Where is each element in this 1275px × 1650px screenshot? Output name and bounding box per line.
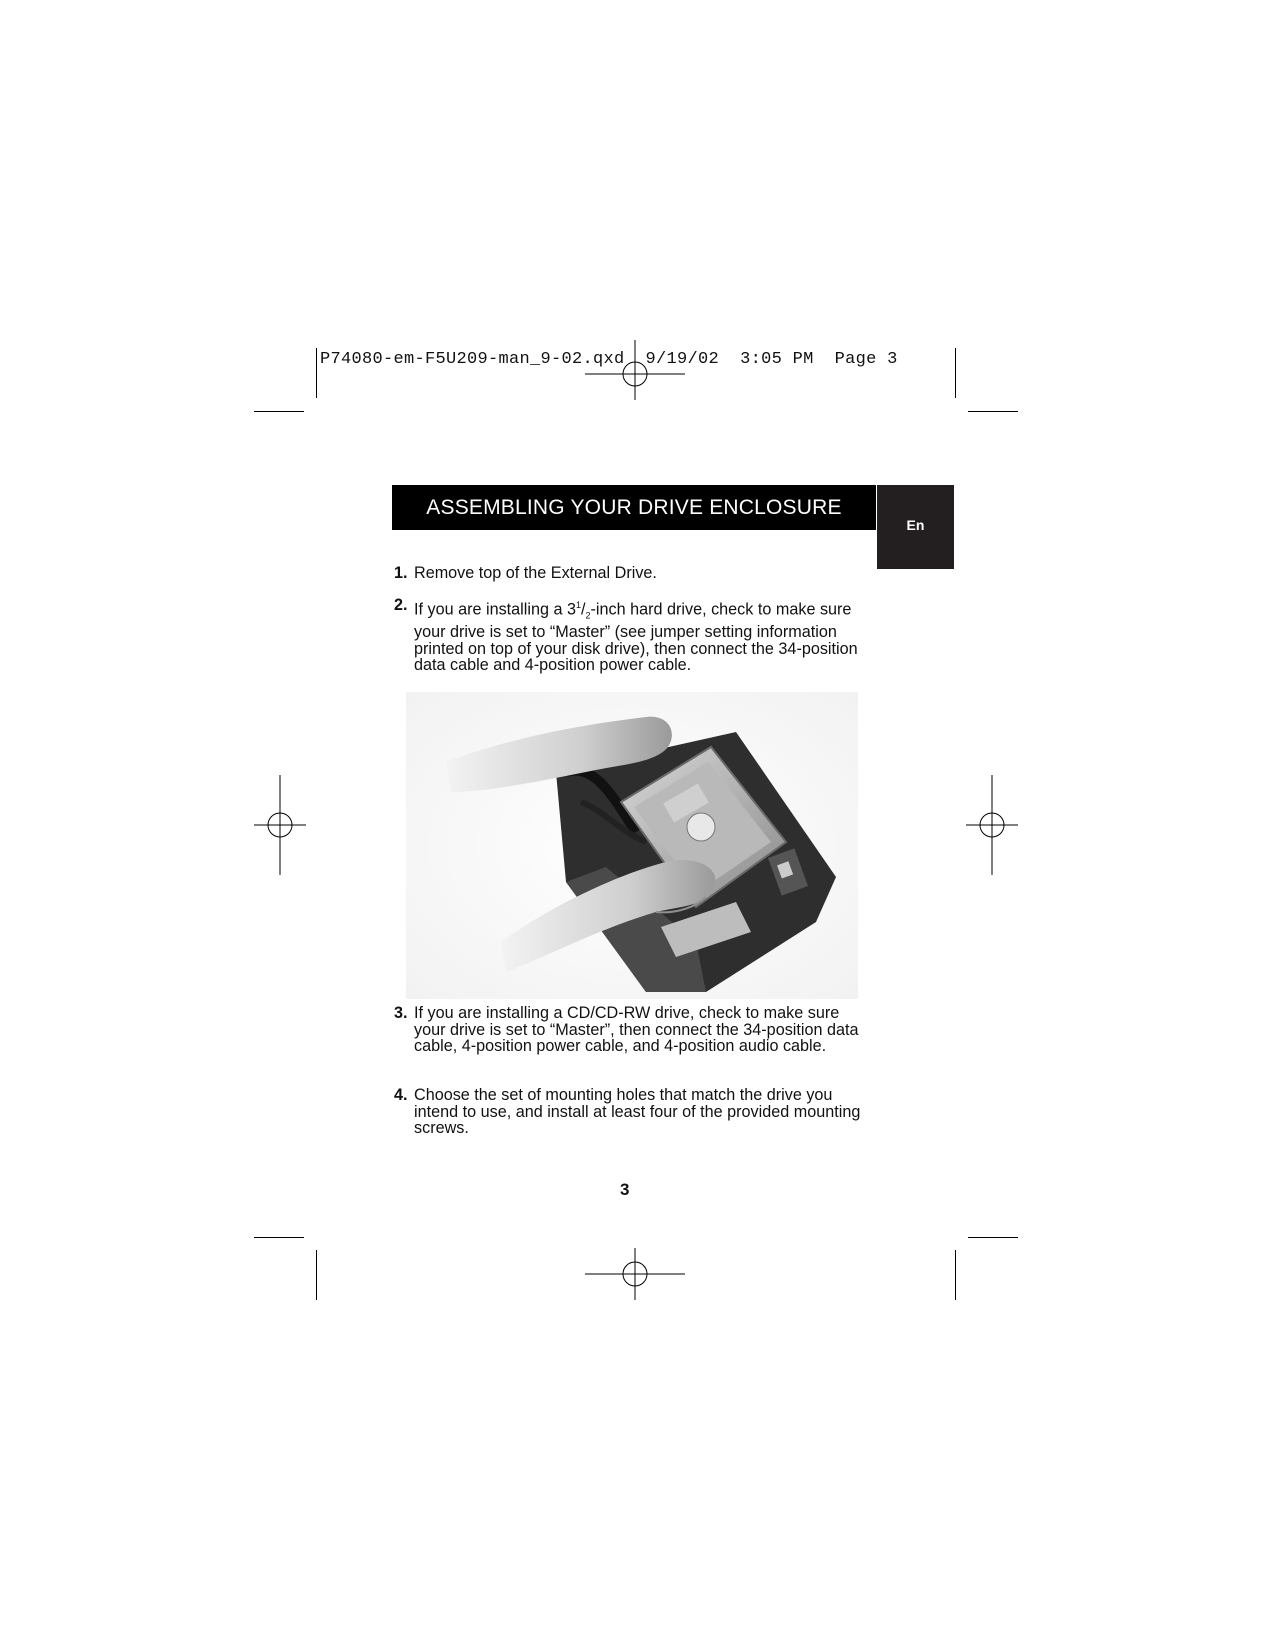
fraction-numerator: 1 [575,600,581,610]
crop-mark-top-right-horizontal [968,411,1018,412]
step-text-start: If you are installing a 3 [414,600,576,619]
step-2 [394,597,864,674]
step-number: 3. [394,1004,408,1022]
step-number: 1. [394,564,408,582]
fraction-denominator: 2 [585,610,591,621]
crop-mark-top-right-vertical [955,348,956,398]
crop-mark-top-left-vertical [316,348,317,398]
registration-mark-right-icon [966,775,1018,875]
step-text: Choose the set of mounting holes that match the drive you intend to use, and install at least four of the provided mounting screws. [414,1086,861,1137]
drive-installation-photo [406,692,858,999]
step-text: If you are installing a CD/CD-RW drive, check to make sure your drive is set to “Master”, then connect the 34-position data cable, 4-position power cable, and 4-position audio cable. [414,1004,859,1055]
step-text-rest: -inch hard drive, check to make sure your drive is set to “Master” (see jumper setting information printed on top of your disk drive), then connect the 34-position data cable and 4-position power cable. [414,600,858,675]
file-slug: P74080-em-F5U209-man_9-02.qxd 9/19/02 3:05 PM Page 3 [320,350,898,369]
step-text: If you are installing a $3^1/_2$-inch hard drive, check to make sure your drive is set to “Master” (see jumper setting information printed on top of your disk drive), then connect the 34-position data cable and 4-position power cable. [414,600,858,675]
crop-mark-bottom-left-horizontal [254,1237,304,1238]
crop-mark-bottom-right-vertical [955,1250,956,1300]
registration-mark-top-icon [585,340,685,400]
page-number: 3 [620,1180,630,1199]
section-title: ASSEMBLING YOUR DRIVE ENCLOSURE [392,485,876,530]
step-4 [394,1087,864,1137]
step-1 [394,565,864,582]
registration-mark-bottom-icon [585,1248,685,1300]
crop-mark-bottom-right-horizontal [968,1237,1018,1238]
language-tab: En [877,485,954,569]
crop-mark-bottom-left-vertical [316,1250,317,1300]
step-text: Remove top of the External Drive. [414,564,657,582]
step-number: 2. [394,596,408,614]
registration-mark-left-icon [254,775,306,875]
crop-mark-top-left-horizontal [254,411,304,412]
step-3 [394,1005,864,1055]
step-number: 4. [394,1086,408,1104]
